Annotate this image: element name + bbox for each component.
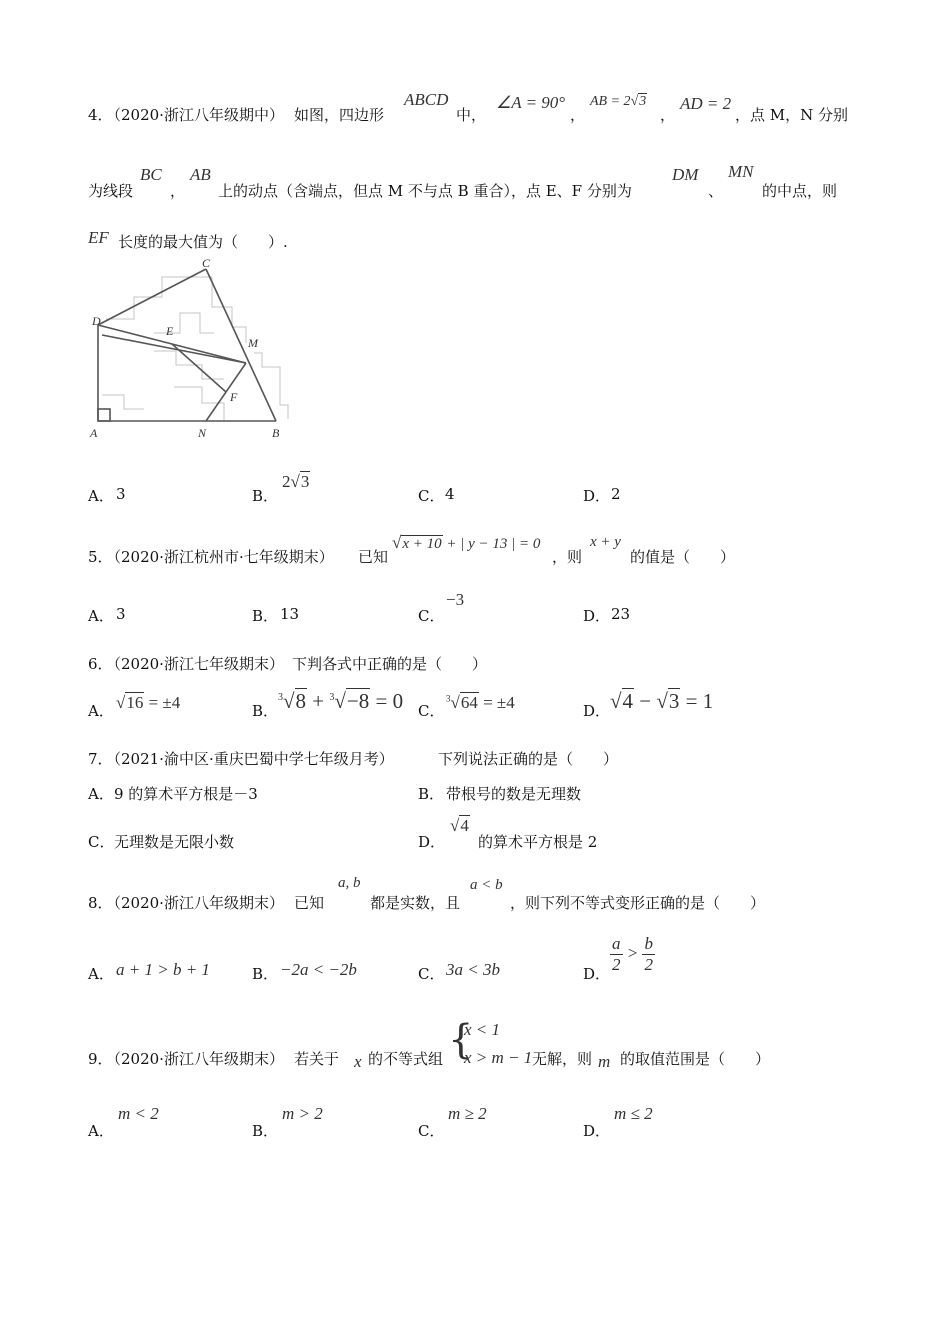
math-angle: ∠A = 90° [496, 93, 566, 112]
option-value: 2 [611, 485, 621, 503]
option-value: m < 2 [118, 1104, 159, 1123]
option-value: a + 1 > b + 1 [116, 960, 210, 979]
question-number: 7． [88, 750, 113, 768]
option-label: A． [88, 1122, 114, 1140]
comma: ， [170, 182, 186, 200]
option-value: √16 = ±4 [116, 693, 181, 712]
math-condition: a < b [470, 877, 503, 893]
question-source: （2020·浙江八年级期末） [106, 1050, 284, 1068]
math-bc: BC [140, 165, 162, 184]
option-label: C． [418, 1122, 445, 1140]
point-label-c: C [202, 256, 211, 270]
question-text: 若关于 [294, 1050, 340, 1068]
question-number: 4． [88, 106, 113, 124]
option-label: A． [88, 785, 114, 803]
option-value: 4 [445, 485, 455, 503]
option-value: $^3$√64 = ±4 [446, 693, 515, 712]
option-label: B． [252, 607, 279, 625]
option-value: −2a < −2b [280, 960, 357, 979]
option-value: m > 2 [282, 1104, 323, 1123]
math-ad-length: AD = 2 [680, 94, 732, 113]
option-label: B． [418, 785, 445, 803]
question-text: 为线段 [88, 182, 134, 200]
option-label: C． [418, 965, 445, 983]
option-label: D． [418, 833, 446, 851]
separator: 、 [708, 182, 724, 200]
option-label: B． [252, 1122, 279, 1140]
option-label: D． [583, 965, 611, 983]
option-label: C． [418, 487, 445, 505]
option-value: 3 [116, 485, 126, 503]
math-ab: a, b [338, 875, 361, 891]
point-label-e: E [166, 324, 174, 338]
question-text: 长度的最大值为（ ）. [118, 233, 288, 251]
option-value: 带根号的数是无理数 [446, 785, 582, 803]
option-label: D． [583, 487, 611, 505]
question-source: （2021·渝中区·重庆巴蜀中学七年级月考） [106, 750, 394, 768]
option-value: 无理数是无限小数 [114, 833, 235, 851]
point-label-m: M [248, 336, 258, 350]
option-label: C． [88, 833, 115, 851]
option-value: m ≥ 2 [448, 1104, 487, 1123]
option-value: 9 的算术平方根是－3 [114, 785, 258, 803]
option-value: m ≤ 2 [614, 1104, 653, 1123]
question-number: 6． [88, 655, 113, 673]
inequality-line-2: x > m − 1 [464, 1048, 533, 1067]
point-label-d: D [92, 314, 101, 328]
segment-dc [98, 269, 206, 325]
question-text: ，则 [552, 548, 583, 566]
option-label: C． [418, 607, 445, 625]
option-value: 23 [611, 605, 631, 623]
question-source: （2020·浙江八年级期末） [106, 894, 284, 912]
option-label: B． [252, 965, 279, 983]
math-abcd: ABCD [404, 90, 449, 109]
question-source: （2020·浙江杭州市·七年级期末） [106, 548, 334, 566]
option-label: B． [252, 702, 279, 720]
option-label: A． [88, 965, 114, 983]
point-label-a: A [90, 426, 98, 440]
option-label: A． [88, 607, 114, 625]
math-equation: √x + 10 + | y − 13 | = 0 [392, 533, 541, 552]
question-text: ，点 M，N 分别 [735, 106, 849, 124]
option-value: 3a < 3b [446, 960, 500, 979]
question-text: 的取值范围是（ ） [620, 1050, 771, 1068]
option-value: $^3$√8 + $^3$√−8 = 0 [278, 689, 404, 713]
question-text: ，则下列不等式变形正确的是（ ） [510, 894, 766, 912]
question-text: 无解，则 [532, 1050, 593, 1068]
question-number: 8． [88, 894, 113, 912]
math-sum: x + y [590, 534, 621, 550]
question-text: 如图，四边形 [294, 106, 385, 124]
option-label: C． [418, 702, 445, 720]
math-dm: DM [672, 165, 699, 184]
math-ef: EF [88, 228, 109, 247]
math-mn: MN [728, 162, 754, 181]
comma: ， [570, 106, 586, 124]
option-label: A． [88, 702, 114, 720]
option-value: −3 [446, 590, 465, 609]
grid-outline [174, 387, 224, 421]
question-text: 已知 [358, 548, 389, 566]
point-label-b: B [272, 426, 280, 440]
math-m: m [598, 1052, 611, 1071]
option-value: $\frac{a}{2}$ > $\frac{b}{2}$ [612, 934, 653, 974]
question-text: 上的动点（含端点，但点 M 不与点 B 重合），点 E、F 分别为 [218, 182, 632, 200]
question-text: 的不等式组 [368, 1050, 444, 1068]
point-label-n: N [198, 426, 207, 440]
math-x: x [354, 1052, 362, 1071]
system-brace: { [448, 1017, 474, 1063]
inequality-line-1: x < 1 [464, 1020, 501, 1039]
question-text: 已知 [294, 894, 325, 912]
comma: ， [660, 106, 676, 124]
question-source: （2020·浙江七年级期末） [106, 655, 284, 673]
option-value: 13 [280, 605, 300, 623]
segment-cb [206, 269, 276, 421]
question-text: 下列说法正确的是（ ） [438, 750, 619, 768]
math-ab: AB [190, 165, 211, 184]
math-ab-length: AB = 2√3 [590, 94, 647, 109]
question-text: 的值是（ ） [630, 548, 736, 566]
grid-outline [154, 313, 214, 333]
option-label: D． [583, 702, 611, 720]
grid-outline [102, 395, 144, 409]
grid-outline [212, 277, 246, 343]
right-angle-mark [98, 409, 110, 421]
segment-aux [102, 335, 246, 363]
question-number: 5． [88, 548, 113, 566]
option-value: 3 [116, 605, 126, 623]
option-value: √4 − √3 = 1 [610, 689, 714, 713]
geometry-figure [84, 255, 294, 445]
question-text: 的中点，则 [762, 182, 838, 200]
option-label: D． [583, 607, 611, 625]
question-text: 中， [456, 106, 487, 124]
option-label: A． [88, 487, 114, 505]
option-label: B． [252, 487, 279, 505]
math-root: √4 [450, 816, 469, 835]
question-number: 9． [88, 1050, 113, 1068]
option-label: D． [583, 1122, 611, 1140]
option-value: 2√3 [282, 472, 310, 491]
option-value: 的算术平方根是 2 [478, 833, 598, 851]
question-text: 都是实数，且 [370, 894, 461, 912]
question-text: 下判各式中正确的是（ ） [292, 655, 488, 673]
question-source: （2020·浙江八年级期中） [106, 106, 284, 124]
point-label-f: F [230, 390, 238, 404]
